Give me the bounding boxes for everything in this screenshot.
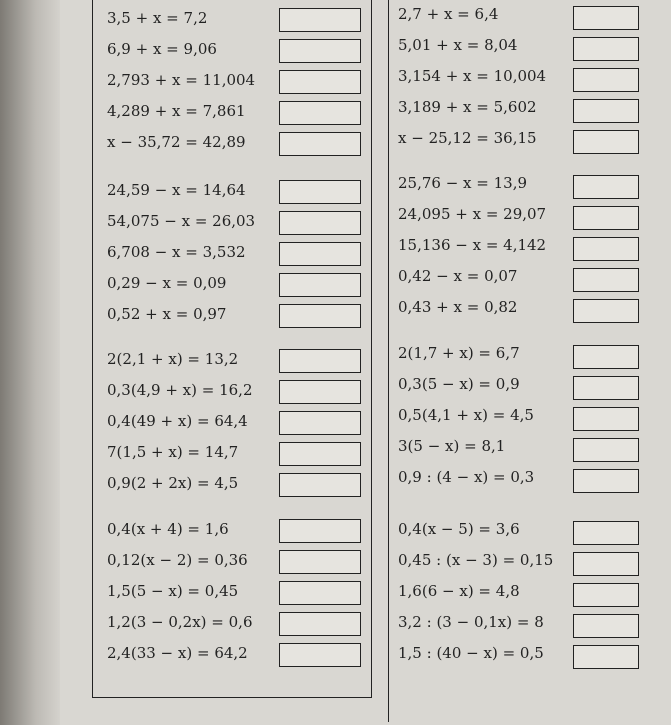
equation-row	[389, 608, 659, 638]
answer-box[interactable]	[573, 37, 639, 61]
equation-row	[389, 546, 659, 576]
equation-text: 0,29 − x = 0,09	[107, 274, 227, 292]
answer-box[interactable]	[279, 519, 361, 543]
answer-box[interactable]	[573, 407, 639, 431]
equation-text: 4,289 + x = 7,861	[107, 102, 246, 120]
equation-row	[389, 93, 659, 123]
answer-box[interactable]	[279, 132, 361, 156]
equation-row	[93, 35, 371, 65]
equation-text: 0,4(x − 5) = 3,6	[398, 520, 520, 538]
answer-box[interactable]	[279, 273, 361, 297]
answer-box[interactable]	[573, 645, 639, 669]
answer-box[interactable]	[573, 130, 639, 154]
answer-box[interactable]	[279, 8, 361, 32]
equation-text: 54,075 − x = 26,03	[107, 212, 256, 230]
equation-row	[93, 128, 371, 158]
answer-box[interactable]	[573, 345, 639, 369]
equation-row	[389, 231, 659, 261]
equation-row	[93, 176, 371, 206]
answer-box[interactable]	[279, 349, 361, 373]
equation-text: 3,154 + x = 10,004	[398, 67, 547, 85]
equation-row	[93, 4, 371, 34]
equation-text: 3(5 − x) = 8,1	[398, 437, 506, 455]
equation-row	[93, 577, 371, 607]
equation-row	[93, 66, 371, 96]
equation-row	[389, 339, 659, 369]
equation-row	[389, 200, 659, 230]
equation-text: 0,43 + x = 0,82	[398, 298, 518, 316]
equation-row	[93, 546, 371, 576]
equation-text: 0,45 : (x − 3) = 0,15	[398, 551, 554, 569]
answer-box[interactable]	[573, 583, 639, 607]
equation-row	[389, 124, 659, 154]
equation-text: 0,3(4,9 + x) = 16,2	[107, 381, 253, 399]
equation-text: 2,793 + x = 11,004	[107, 71, 256, 89]
equation-text: 0,12(x − 2) = 0,36	[107, 551, 248, 569]
left-equation-column	[92, 0, 372, 698]
equation-text: 5,01 + x = 8,04	[398, 36, 518, 54]
answer-box[interactable]	[279, 70, 361, 94]
equation-text: 2(2,1 + x) = 13,2	[107, 350, 239, 368]
equation-row	[93, 469, 371, 499]
equation-row	[93, 608, 371, 638]
answer-box[interactable]	[573, 438, 639, 462]
equation-row	[93, 238, 371, 268]
equation-text: 3,5 + x = 7,2	[107, 9, 208, 27]
answer-box[interactable]	[573, 6, 639, 30]
equation-text: 0,5(4,1 + x) = 4,5	[398, 406, 534, 424]
equation-row	[389, 639, 659, 669]
answer-box[interactable]	[279, 380, 361, 404]
equation-text: 3,2 : (3 − 0,1x) = 8	[398, 613, 544, 631]
equation-text: 0,9 : (4 − x) = 0,3	[398, 468, 535, 486]
equation-row	[389, 0, 659, 30]
equation-row	[389, 577, 659, 607]
equation-text: 3,189 + x = 5,602	[398, 98, 537, 116]
equation-row	[93, 300, 371, 330]
equation-row	[389, 370, 659, 400]
answer-box[interactable]	[279, 411, 361, 435]
equation-row	[389, 62, 659, 92]
equation-row	[93, 97, 371, 127]
equation-row	[389, 401, 659, 431]
answer-box[interactable]	[573, 99, 639, 123]
equation-text: 1,5 : (40 − x) = 0,5	[398, 644, 544, 662]
equation-text: x − 35,72 = 42,89	[107, 133, 246, 151]
equation-row	[93, 639, 371, 669]
equation-text: 0,4(x + 4) = 1,6	[107, 520, 229, 538]
answer-box[interactable]	[573, 469, 639, 493]
equation-text: x − 25,12 = 36,15	[398, 129, 537, 147]
equation-row	[93, 407, 371, 437]
answer-box[interactable]	[279, 211, 361, 235]
equation-row	[93, 269, 371, 299]
answer-box[interactable]	[279, 612, 361, 636]
equation-row	[389, 432, 659, 462]
equation-text: 15,136 − x = 4,142	[398, 236, 547, 254]
equation-text: 2,4(33 − x) = 64,2	[107, 644, 248, 662]
equation-row	[389, 262, 659, 292]
equation-text: 0,52 + x = 0,97	[107, 305, 227, 323]
equation-row	[389, 169, 659, 199]
answer-box[interactable]	[279, 581, 361, 605]
equation-row	[93, 345, 371, 375]
answer-box[interactable]	[573, 268, 639, 292]
equation-text: 1,5(5 − x) = 0,45	[107, 582, 239, 600]
equation-text: 7(1,5 + x) = 14,7	[107, 443, 239, 461]
answer-box[interactable]	[573, 552, 639, 576]
answer-box[interactable]	[573, 206, 639, 230]
equation-text: 24,59 − x = 14,64	[107, 181, 246, 199]
answer-box[interactable]	[279, 242, 361, 266]
answer-box[interactable]	[279, 304, 361, 328]
answer-box[interactable]	[279, 473, 361, 497]
answer-box[interactable]	[279, 39, 361, 63]
equation-text: 24,095 + x = 29,07	[398, 205, 547, 223]
equation-text: 2,7 + x = 6,4	[398, 5, 499, 23]
answer-box[interactable]	[573, 237, 639, 261]
answer-box[interactable]	[279, 180, 361, 204]
equation-row	[93, 207, 371, 237]
equation-row	[389, 31, 659, 61]
equation-text: 6,708 − x = 3,532	[107, 243, 246, 261]
equation-row	[93, 438, 371, 468]
answer-box[interactable]	[279, 442, 361, 466]
answer-box[interactable]	[573, 299, 639, 323]
page-edge	[0, 0, 60, 725]
equation-row	[93, 515, 371, 545]
equation-row	[389, 293, 659, 323]
equation-text: 1,2(3 − 0,2x) = 0,6	[107, 613, 253, 631]
answer-box[interactable]	[573, 175, 639, 199]
answer-box[interactable]	[573, 614, 639, 638]
equation-text: 0,42 − x = 0,07	[398, 267, 518, 285]
answer-box[interactable]	[573, 521, 639, 545]
equation-text: 6,9 + x = 9,06	[107, 40, 217, 58]
equation-row	[93, 376, 371, 406]
answer-box[interactable]	[279, 101, 361, 125]
right-equation-column	[388, 0, 659, 722]
answer-box[interactable]	[279, 643, 361, 667]
equation-text: 0,9(2 + 2x) = 4,5	[107, 474, 239, 492]
equation-text: 2(1,7 + x) = 6,7	[398, 344, 520, 362]
equation-row	[389, 515, 659, 545]
equation-text: 25,76 − x = 13,9	[398, 174, 528, 192]
equation-text: 0,3(5 − x) = 0,9	[398, 375, 520, 393]
answer-box[interactable]	[279, 550, 361, 574]
equation-text: 0,4(49 + x) = 64,4	[107, 412, 248, 430]
answer-box[interactable]	[573, 68, 639, 92]
equation-row	[389, 463, 659, 493]
answer-box[interactable]	[573, 376, 639, 400]
equation-text: 1,6(6 − x) = 4,8	[398, 582, 520, 600]
